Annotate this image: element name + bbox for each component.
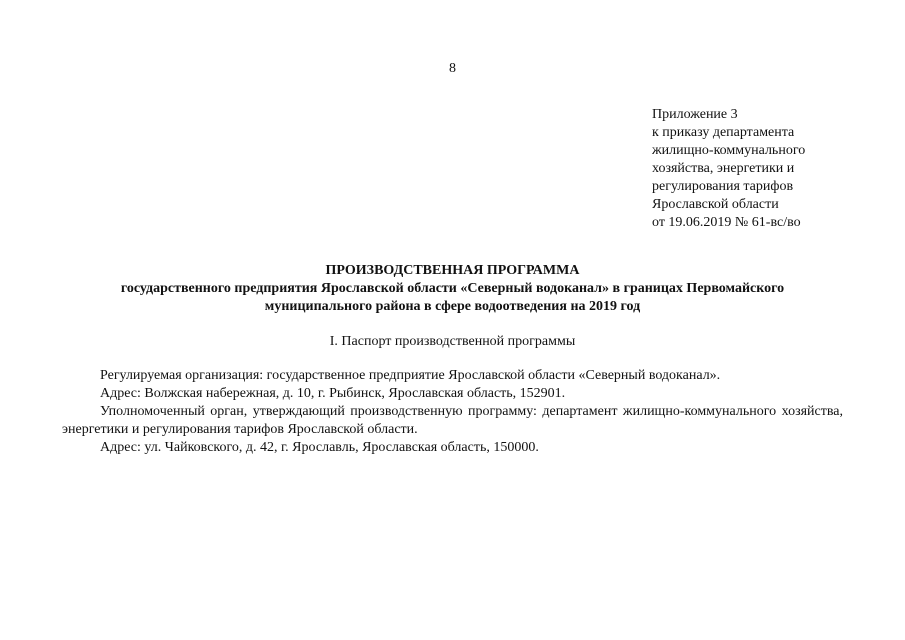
section-heading: I. Паспорт производственной программы <box>329 334 576 349</box>
appendix-line: Приложение 3 <box>652 107 738 122</box>
appendix-line: регулирования тарифов <box>652 179 794 194</box>
appendix-line: жилищно-коммунального <box>652 143 806 158</box>
appendix-line: хозяйства, энергетики и <box>652 161 795 176</box>
title-line-main: ПРОИЗВОДСТВЕННАЯ ПРОГРАММА <box>325 263 580 278</box>
title-line-scope: муниципального района в сфере водоотведения на 2019 год <box>264 299 641 314</box>
paragraph-regulated-organization: Регулируемая организация: государственное предприятие Ярославской области «Северный водоканал». <box>100 368 721 383</box>
page-number: 8 <box>449 61 456 76</box>
paragraph-authority-address: Адрес: ул. Чайковского, д. 42, г. Ярославль, Ярославская область, 150000. <box>100 440 539 455</box>
appendix-line: от 19.06.2019 № 61-вс/во <box>652 215 801 230</box>
paragraph-authorized-body: Уполномоченный орган, утверждающий производственную программу: департамент жилищно-коммунального хозяйства, энергетики и регулирования тарифов Ярославской области. <box>62 404 843 437</box>
document-title <box>0 262 905 316</box>
appendix-line: Ярославской области <box>652 197 779 212</box>
paragraph-organization-address: Адрес: Волжская набережная, д. 10, г. Рыбинск, Ярославская область, 152901. <box>100 386 566 401</box>
appendix-reference <box>652 106 892 232</box>
appendix-line: к приказу департамента <box>652 125 795 140</box>
title-line-subject: государственного предприятия Ярославской области «Северный водоканал» в границах Первомайского <box>120 281 785 296</box>
passport-body <box>62 367 843 457</box>
